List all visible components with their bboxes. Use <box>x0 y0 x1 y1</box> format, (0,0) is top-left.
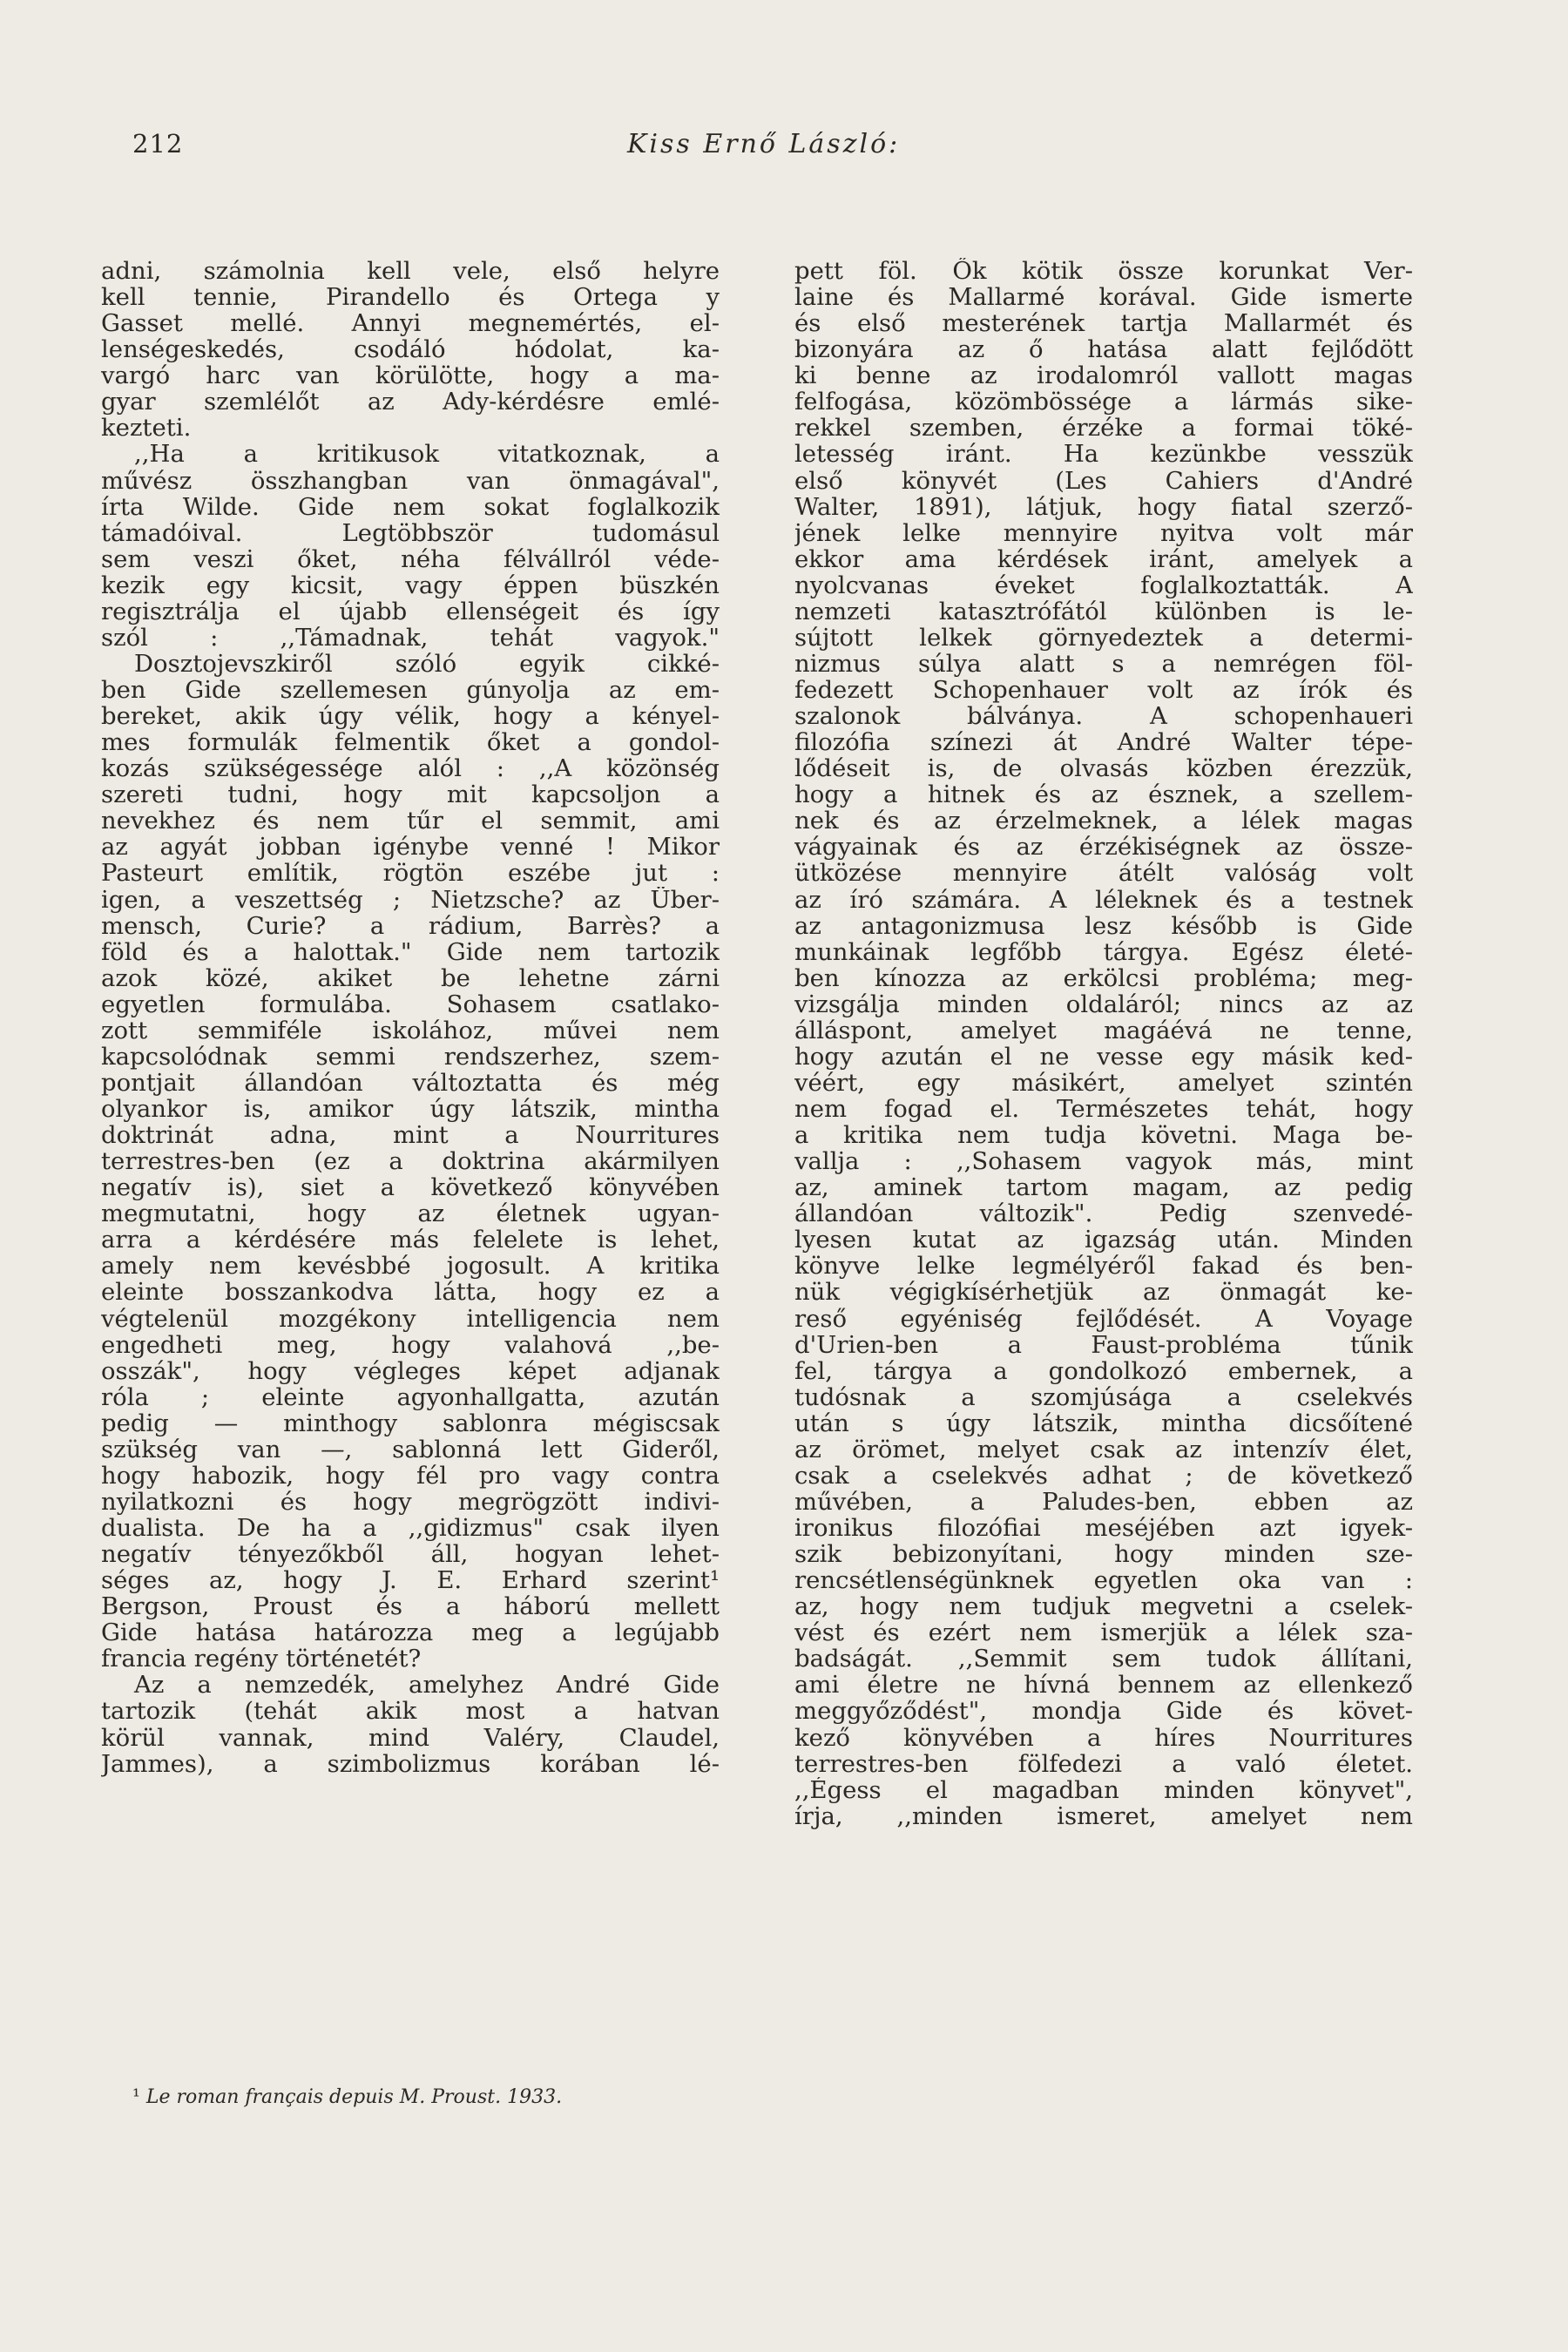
left-line: gyar szemlélőt az Ady-kérdésre emlé- <box>101 389 720 416</box>
right-line: álláspont, amelyet magáévá ne tenne, <box>794 1017 1413 1044</box>
left-line: pontjait állandóan változtatta és még <box>101 1069 720 1096</box>
left-line: kozás szükségessége alól : ,,A közönség <box>101 755 720 782</box>
left-line: mes formulák felmentik őket a gondol- <box>101 729 720 756</box>
left-line: vargó harc van körülötte, hogy a ma- <box>101 362 720 389</box>
left-line: hogy habozik, hogy fél pro vagy contra <box>101 1462 720 1489</box>
right-line: az antagonizmusa lesz később is Gide <box>794 912 1413 939</box>
footnote <box>132 2086 725 2108</box>
right-line: nyolcvanas éveket foglalkoztatták. A <box>794 571 1413 598</box>
left-line: szükség van —, sablonná lett Gideről, <box>101 1436 720 1463</box>
left-line: megmutatni, hogy az életnek ugyan- <box>101 1200 720 1227</box>
left-line: támadóival. Legtöbbször tudomásul <box>101 519 720 546</box>
right-line: ütközése mennyire átélt valóság volt <box>794 860 1413 887</box>
right-line: ki benne az irodalomról vallott magas <box>794 362 1413 389</box>
right-line: az örömet, melyet csak az intenzív élet, <box>794 1436 1413 1463</box>
left-line: doktrinát adna, mint a Nourritures <box>101 1122 720 1149</box>
left-line: sem veszi őket, néha félvállról véde- <box>101 545 720 572</box>
running-title: Kiss Ernő László: <box>627 129 901 159</box>
left-line: osszák", hogy végleges képet adjanak <box>101 1357 720 1384</box>
left-line: írta Wilde. Gide nem sokat foglalkozik <box>101 493 720 520</box>
left-line: ,,Ha a kritikusok vitatkoznak, a <box>134 441 720 468</box>
left-line: azok közé, akiket be lehetne zárni <box>101 964 720 991</box>
left-line: Gide hatása határozza meg a legújabb <box>101 1619 720 1646</box>
right-line: ben kínozza az erkölcsi probléma; meg- <box>794 964 1413 991</box>
left-line: Pasteurt említik, rögtön eszébe jut : <box>101 860 720 887</box>
left-line: Gasset mellé. Annyi megnemértés, el- <box>101 310 720 337</box>
right-line: szalonok bálványa. A schopenhaueri <box>794 703 1413 730</box>
right-line: vágyainak és az érzékiségnek az össze- <box>794 834 1413 861</box>
left-line: művész összhangban van önmagával", <box>101 467 720 494</box>
left-line: körül vannak, mind Valéry, Claudel, <box>101 1724 720 1751</box>
left-line: végtelenül mozgékony intelligencia nem <box>101 1305 720 1332</box>
page-number: 212 <box>132 129 184 159</box>
left-line: az agyát jobban igénybe venné ! Mikor <box>101 834 720 861</box>
right-line: kező könyvében a híres Nourritures <box>794 1724 1413 1751</box>
left-line: ben Gide szellemesen gúnyolja az em- <box>101 677 720 704</box>
left-line: terrestres-ben (ez a doktrina akármilyen <box>101 1148 720 1175</box>
right-line: nek és az érzelmeknek, a lélek magas <box>794 808 1413 835</box>
right-line: fel, tárgya a gondolkozó embernek, a <box>794 1357 1413 1384</box>
footnote-text: Le roman français depuis M. Proust. 1933. <box>145 2086 563 2108</box>
left-line: Bergson, Proust és a háború mellett <box>101 1593 720 1620</box>
right-line: nizmus súlya alatt s a nemrégen föl- <box>794 650 1413 677</box>
right-line: lődéseit is, de olvasás közben érezzük, <box>794 755 1413 782</box>
right-line: fedezett Schopenhauer volt az írók és <box>794 677 1413 704</box>
left-line: tartozik (tehát akik most a hatvan <box>101 1698 720 1725</box>
left-line: francia regény történetét? <box>101 1646 422 1673</box>
left-line: föld és a halottak." Gide nem tartozik <box>101 938 720 965</box>
right-line: a kritika nem tudja követni. Maga be- <box>794 1122 1413 1149</box>
left-line: szereti tudni, hogy mit kapcsoljon a <box>101 781 720 808</box>
left-line: amely nem kevésbbé jogosult. A kritika <box>101 1253 720 1280</box>
left-line: adni, számolnia kell vele, első helyre <box>101 258 720 285</box>
left-line: bereket, akik úgy vélik, hogy a kényel- <box>101 703 720 730</box>
right-line: vést és ezért nem ismerjük a lélek sza- <box>794 1619 1413 1646</box>
right-line: nem fogad el. Természetes tehát, hogy <box>794 1096 1413 1123</box>
footnote-marker: ¹ <box>132 2086 140 2108</box>
right-line: ,,Égess el magadban minden könyvet", <box>794 1776 1413 1803</box>
right-line: írja, ,,minden ismeret, amelyet nem <box>794 1802 1413 1829</box>
right-line: állandóan változik". Pedig szenvedé- <box>794 1200 1413 1227</box>
right-line: csak a cselekvés adhat ; de következő <box>794 1462 1413 1489</box>
right-line: szik bebizonyítani, hogy minden sze- <box>794 1541 1413 1568</box>
left-line: kell tennie, Pirandello és Ortega y <box>101 284 720 311</box>
left-line: pedig — minthogy sablonra mégiscsak <box>101 1409 720 1436</box>
right-line: lyesen kutat az igazság után. Minden <box>794 1227 1413 1254</box>
left-line: nyilatkozni és hogy megrögzött indivi- <box>101 1488 720 1515</box>
right-line: véért, egy másikért, amelyet szintén <box>794 1069 1413 1096</box>
right-line: filozófia színezi át André Walter tépe- <box>794 729 1413 756</box>
left-line: Dosztojevszkiről szóló egyik cikké- <box>134 650 720 677</box>
right-line: hogy a hitnek és az észnek, a szellem- <box>794 781 1413 808</box>
left-line: szól : ,,Támadnak, tehát vagyok." <box>101 624 720 651</box>
right-line: sújtott lelkek görnyedeztek a determi- <box>794 624 1413 651</box>
left-line: engedheti meg, hogy valahová ,,be- <box>101 1331 720 1358</box>
right-line: Walter, 1891), látjuk, hogy fiatal szerző- <box>794 493 1413 520</box>
right-line: vizsgálja minden oldaláról; nincs az az <box>794 990 1413 1017</box>
right-line: rekkel szemben, érzéke a formai töké- <box>794 415 1413 442</box>
left-line: eleinte bosszankodva látta, hogy ez a <box>101 1279 720 1306</box>
right-line: laine és Mallarmé korával. Gide ismerte <box>794 284 1413 311</box>
right-line: reső egyéniség fejlődését. A Voyage <box>794 1305 1413 1332</box>
left-line: olyankor is, amikor úgy látszik, mintha <box>101 1096 720 1123</box>
left-line: róla ; eleinte agyonhallgatta, azután <box>101 1383 720 1410</box>
left-line: Az a nemzedék, amelyhez André Gide <box>134 1672 720 1699</box>
right-line: első könyvét (Les Cahiers d'André <box>794 467 1413 494</box>
left-line: nevekhez és nem tűr el semmit, ami <box>101 808 720 835</box>
left-line: kezteti. <box>101 415 192 442</box>
left-column <box>101 258 720 1777</box>
left-line: negatív tényezőkből áll, hogyan lehet- <box>101 1541 720 1568</box>
left-line: kezik egy kicsit, vagy éppen büszkén <box>101 571 720 598</box>
right-line: az író számára. A léleknek és a testnek <box>794 886 1413 913</box>
left-line: mensch, Curie? a rádium, Barrès? a <box>101 912 720 939</box>
left-line: lenségeskedés, csodáló hódolat, ka- <box>101 336 720 363</box>
right-column <box>794 258 1413 1829</box>
left-line: Jammes), a szimbolizmus korában lé- <box>101 1750 720 1777</box>
right-line: jének lelke mennyire nyitva volt már <box>794 519 1413 546</box>
left-line: igen, a veszettség ; Nietzsche? az Über- <box>101 886 720 913</box>
right-line: ami életre ne hívná bennem az ellenkező <box>794 1672 1413 1699</box>
right-line: felfogása, közömbössége a lármás sike- <box>794 389 1413 416</box>
right-line: ekkor ama kérdések iránt, amelyek a <box>794 545 1413 572</box>
right-line: d'Urien-ben a Faust-probléma tűnik <box>794 1331 1413 1358</box>
right-line: könyve lelke legmélyéről fakad és ben- <box>794 1253 1413 1280</box>
right-line: meggyőződést", mondja Gide és követ- <box>794 1698 1413 1725</box>
right-line: után s úgy látszik, mintha dicsőítené <box>794 1409 1413 1436</box>
right-line: nemzeti katasztrófától különben is le- <box>794 598 1413 625</box>
page-header <box>132 129 1352 172</box>
left-line: kapcsolódnak semmi rendszerhez, szem- <box>101 1043 720 1070</box>
left-line: dualista. De ha a ,,gidizmus" csak ilyen <box>101 1515 720 1542</box>
right-line: tudósnak a szomjúsága a cselekvés <box>794 1383 1413 1410</box>
right-line: az, hogy nem tudjuk megvetni a cselek- <box>794 1593 1413 1620</box>
right-line: badságát. ,,Semmit sem tudok állítani, <box>794 1646 1413 1673</box>
right-line: letesség iránt. Ha kezünkbe vesszük <box>794 441 1413 468</box>
right-line: és első mesterének tartja Mallarmét és <box>794 310 1413 337</box>
left-line: zott semmiféle iskolához, művei nem <box>101 1017 720 1044</box>
right-line: az, aminek tartom magam, az pedig <box>794 1174 1413 1201</box>
right-line: nük végigkísérhetjük az önmagát ke- <box>794 1279 1413 1306</box>
left-line: séges az, hogy J. E. Erhard szerint¹ <box>101 1567 720 1594</box>
right-line: művében, a Paludes-ben, ebben az <box>794 1488 1413 1515</box>
left-line: egyetlen formulába. Sohasem csatlako- <box>101 990 720 1017</box>
left-line: regisztrálja el újabb ellenségeit és így <box>101 598 720 625</box>
right-line: rencsétlenségünknek egyetlen oka van : <box>794 1567 1413 1594</box>
left-line: arra a kérdésére más felelete is lehet, <box>101 1227 720 1254</box>
right-line: pett föl. Ők kötik össze korunkat Ver- <box>794 258 1413 285</box>
right-line: hogy azután el ne vesse egy másik ked- <box>794 1043 1413 1070</box>
left-line: negatív is), siet a következő könyvében <box>101 1174 720 1201</box>
right-line: bizonyára az ő hatása alatt fejlődött <box>794 336 1413 363</box>
right-line: terrestres-ben fölfedezi a való életet. <box>794 1750 1413 1777</box>
right-line: vallja : ,,Sohasem vagyok más, mint <box>794 1148 1413 1175</box>
right-line: ironikus filozófiai meséjében azt igyek- <box>794 1515 1413 1542</box>
right-line: munkáinak legfőbb tárgya. Egész életé- <box>794 938 1413 965</box>
